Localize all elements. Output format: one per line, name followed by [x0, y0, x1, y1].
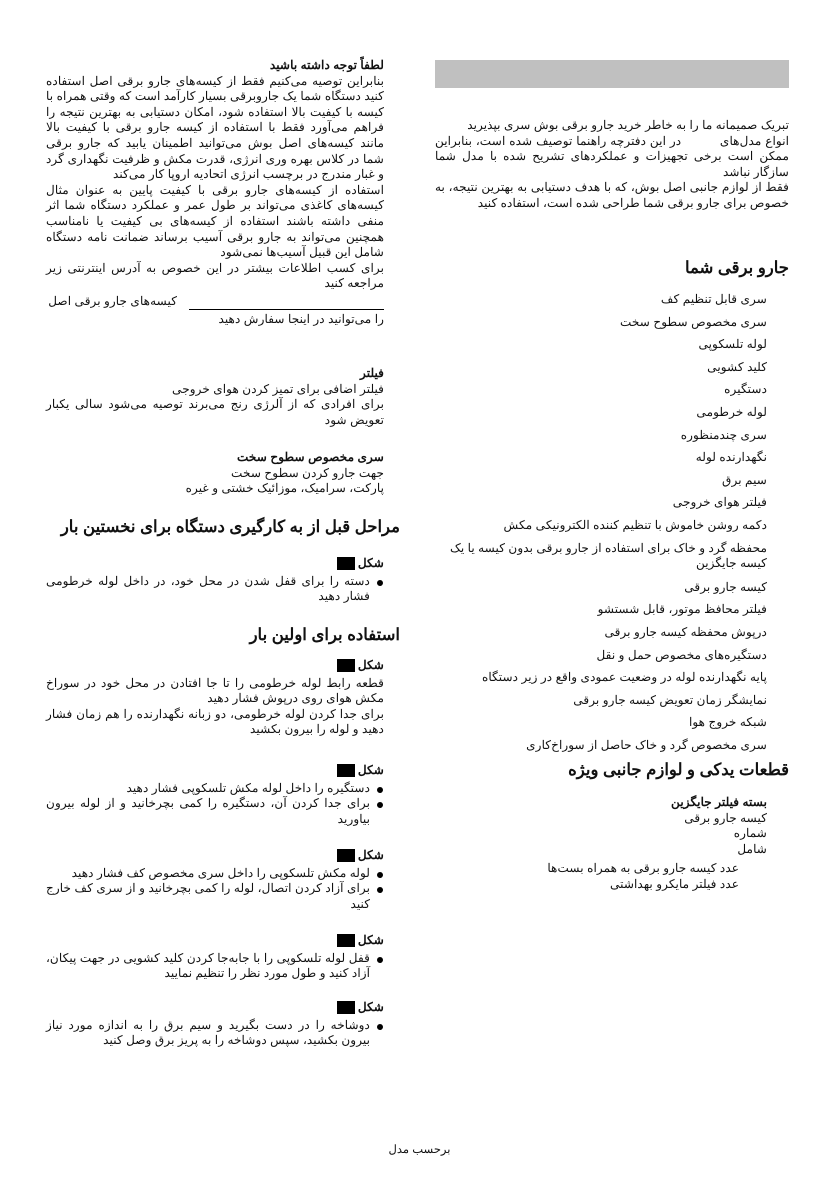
- parts-list-item: لوله خرطومی: [696, 404, 767, 419]
- parts-list-item: سری چندمنظوره: [680, 427, 767, 442]
- bullet-item: دوشاخه را در دست بگیرید و سیم برق را به اندازه مورد نیاز بیرون بکشید، سپس دوشاخه را به پریز برق وصل کنید: [46, 1017, 370, 1048]
- figure-step: [46, 763, 384, 827]
- bullet-item: دسته را برای قفل شدن در محل خود، در داخل لوله خرطومی فشار دهید: [46, 573, 370, 604]
- bullet-item: لوله مکش تلسکوپی را داخل سری مخصوص کف فشار دهید: [46, 866, 370, 882]
- figure-step: [46, 933, 384, 982]
- parts-list: [437, 288, 767, 756]
- bullet-list: [46, 866, 384, 913]
- section-title: قطعات یدکی و لوازم جانبی ویژه: [568, 761, 789, 779]
- note-paragraph: بنابراین توصیه می‌کنیم فقط از کیسه‌های جارو برقی اصل استفاده کنید دستگاه شما یک جاروبرقی بسیار کارآمد است که وقتی همراه با کیسه با کیفیت بالا استفاده شود، امکان دستیابی به بهترین نتیجه را فراهم می‌آورد فقط با استفاده از کیسه جارو برقی با کیفیت بالا مانند کیسه‌های اصل بوش می‌توانید اطمینان یابید که جارو برقی شما در کلاس بهره وری انرژی، قدرت مکش و ظرفیت نگهداری گرد و غبار مندرج در برچسب انرژی اتحادیه اروپا کار می‌کند: [46, 73, 384, 182]
- intro-p: انواع مدل‌های در این دفترچه راهنما توصیف شده است، بنابراین ممکن است برخی تجهیزات و عملکردهای تشریح شده با مدل شما سازگار نباشد: [431, 133, 789, 179]
- bags-text: کیسه‌های جارو برقی اصل: [48, 293, 177, 308]
- hard-floor-block: [46, 450, 384, 497]
- figure-number-box: [337, 1001, 355, 1014]
- spares-block: [437, 795, 767, 893]
- section-title: استفاده برای اولین بار: [249, 626, 400, 644]
- bullet-item: برای جدا کردن آن، دستگیره را کمی بچرخانید و از لوله بیرون بیاورید: [46, 796, 370, 826]
- parts-list-item: دستگیره‌های مخصوص حمل و نقل: [596, 647, 767, 662]
- figure-number-box: [337, 849, 355, 862]
- figure-number-box: [337, 659, 355, 672]
- figure-step: [46, 848, 384, 912]
- figure-step: [46, 658, 384, 738]
- note-title: لطفاً توجه داشته باشید: [269, 58, 384, 72]
- parts-list-item: دکمه روشن خاموش با تنظیم کننده الکترونیکی مکش: [503, 517, 767, 532]
- spares-subtitle: بسته فیلتر جایگزین: [671, 795, 767, 809]
- order-text: را می‌توانید در اینجا سفارش دهید: [218, 311, 384, 326]
- hard-floor-title: سری مخصوص سطوح سخت: [236, 450, 384, 464]
- bullet-list: [46, 1018, 384, 1049]
- figure-number-box: [337, 557, 355, 570]
- figure-label: شکل: [357, 658, 384, 672]
- parts-list-item: پایه نگهدارنده لوله در وضعیت عمودی واقع در زیر دستگاه: [481, 670, 767, 685]
- figure-step: [46, 556, 384, 605]
- figure-number-box: [337, 934, 355, 947]
- parts-list-item: دستگیره: [724, 382, 767, 397]
- spares-line: عدد فیلتر مایکرو بهداشتی: [609, 876, 739, 891]
- parts-list-item: شبکه خروج هوا: [688, 715, 767, 730]
- filter-title: فیلتر: [360, 366, 384, 380]
- figure-step: [46, 1000, 384, 1049]
- bullet-list: [46, 781, 384, 828]
- figure-label: شکل: [357, 848, 384, 862]
- parts-list-item: سری قابل تنظیم کف: [660, 292, 767, 306]
- parts-list-item: فیلتر هوای خروجی: [672, 495, 767, 510]
- figure-label: شکل: [357, 933, 384, 947]
- parts-list-item: محفظه گرد و خاک برای استفاده از جارو برقی بدون کیسه یا یک کیسه جایگزین: [449, 540, 767, 571]
- hard-floor-line: پارکت، سرامیک، موزائیک خشتی و غیره: [185, 481, 384, 496]
- bullet-list: [46, 951, 384, 982]
- note-block: [46, 58, 384, 327]
- spares-line: شامل: [737, 841, 767, 856]
- intro-p: فقط از لوازم جانبی اصل بوش، که با هدف دستیابی به بهترین نتیجه، به خصوص برای جارو برقی شما طراحی شده است، استفاده کنید: [435, 180, 789, 210]
- bullet-item: قفل لوله تلسکوپی را با جابه‌جا کردن کلید کشویی در جهت پیکان، آزاد کنید و طول مورد نظر را تنظیم نمایید: [46, 950, 370, 981]
- parts-list-item: سری مخصوص سطوح سخت: [619, 314, 767, 329]
- parts-list-item: سیم برق: [722, 472, 767, 487]
- parts-list-item: لوله تلسکوپی: [698, 337, 767, 352]
- parts-list-item: درپوش محفظه کیسه جارو برقی: [604, 624, 767, 639]
- section-title: مراحل قبل از به کارگیری دستگاه برای نخستین بار: [60, 518, 400, 536]
- parts-list-item: فیلتر محافظ موتور، قابل شستشو: [597, 602, 767, 617]
- filter-line: فیلتر اضافی برای تمیز کردن هوای خروجی: [172, 381, 384, 396]
- filter-line: برای افرادی که از آلرژی رنج می‌برند توصیه می‌شود سالی یکبار تعویض شود: [46, 397, 384, 427]
- note-paragraph: برای کسب اطلاعات بیشتر در این خصوص به آدرس اینترنتی زیر مراجعه کنید: [46, 260, 384, 291]
- spares-line: شماره: [733, 826, 767, 841]
- bullet-item: برای آزاد کردن اتصال، لوله را کمی بچرخانید و از سری کف خارج کنید: [46, 881, 370, 911]
- intro-p: تبریک صمیمانه ما را به خاطر خرید جارو برقی بوش سری بپذیرید: [467, 118, 789, 132]
- parts-list-item: کیسه جارو برقی: [684, 579, 767, 594]
- parts-list-item: سری مخصوص گرد و خاک حاصل از سوراخ‌کاری: [526, 737, 767, 752]
- section-title: جارو برقی شما: [684, 259, 789, 277]
- bullet-item: دستگیره را داخل لوله مکش تلسکوپی فشار دهید: [46, 781, 370, 797]
- step-line: برای جدا کردن لوله خرطومی، دو زبانه نگهدارنده را هم زمان فشار دهید و لوله را بیرون بکشید: [46, 706, 384, 737]
- bullet-list: [46, 574, 384, 605]
- spares-line: عدد کیسه جارو برقی به همراه بست‌ها: [547, 861, 739, 876]
- parts-list-item: کلید کشویی: [707, 359, 767, 374]
- header-bar: [435, 60, 789, 88]
- parts-list-item: نگهدارنده لوله: [695, 450, 767, 465]
- url-blank: [189, 295, 384, 310]
- note-paragraph: استفاده از کیسه‌های جارو برقی با کیفیت پایین به عنوان مثال کیسه‌های کاغذی می‌تواند بر طول عمر و عملکرد دستگاه شما اثر منفی داشته باشند استفاده از کیسه‌های بی کیفیت یا نامناسب همچنین می‌تواند به جارو برقی آسیب برساند ضمانت نامه دستگاه شامل این قبیل آسیب‌ها نمی‌شود: [46, 182, 384, 260]
- figure-number-box: [337, 764, 355, 777]
- step-line: قطعه رابط لوله خرطومی را تا جا افتادن در محل خود در سوراخ مکش هوای روی درپوش فشار دهید: [46, 675, 384, 706]
- hard-floor-line: جهت جارو کردن سطوح سخت: [230, 465, 384, 480]
- figure-label: شکل: [357, 556, 384, 570]
- intro: [431, 118, 789, 212]
- parts-list-item: نمایشگر زمان تعویض کیسه جارو برقی: [573, 692, 767, 707]
- figure-label: شکل: [357, 1000, 384, 1014]
- filter-block: [46, 366, 384, 428]
- footer-note: برحسب مدل: [388, 1144, 451, 1156]
- figure-label: شکل: [357, 763, 384, 777]
- spares-line: کیسه جارو برقی: [684, 810, 767, 825]
